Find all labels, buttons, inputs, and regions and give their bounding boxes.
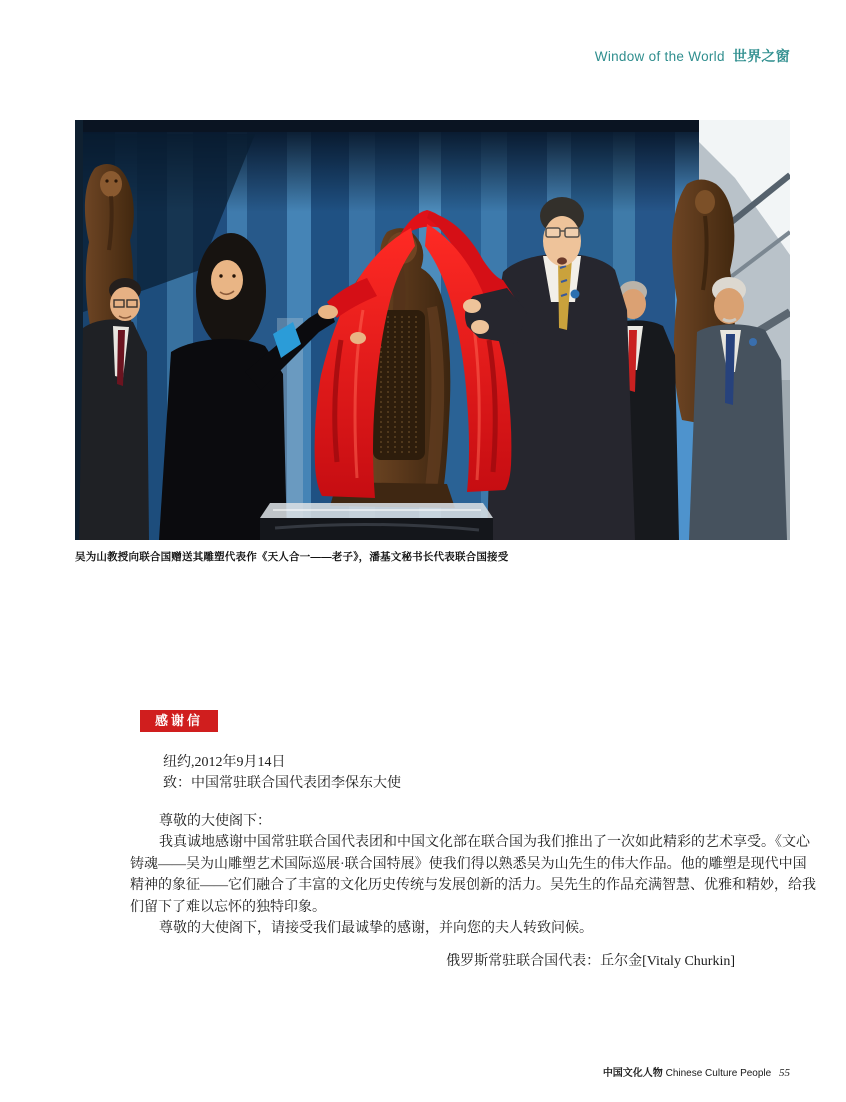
footer-title-en: Chinese Culture People <box>665 1068 772 1079</box>
photo-illustration <box>75 120 790 540</box>
letter-recipient: 致：中国常驻联合国代表团李保东大使 <box>163 776 401 791</box>
page-number: 55 <box>779 1067 790 1079</box>
letter-line: 尊敬的大使阁下： <box>159 814 271 829</box>
page-header <box>595 46 790 66</box>
unveiling-photo <box>75 120 790 540</box>
page-footer <box>603 1064 790 1079</box>
header-title-en: Window of the World <box>594 49 725 64</box>
header-title-zh: 世界之窗 <box>732 48 790 64</box>
letter-signature: 俄罗斯常驻联合国代表：丘尔金[Vitaly Churkin] <box>446 954 735 969</box>
letter-line: 精神的象征——它们融合了丰富的文化历史传统与发展创新的活力。吴先生的作品充满智慧、优雅和精妙，给我 <box>130 878 816 894</box>
letter-date: 纽约,2012年9月14日 <box>163 755 286 770</box>
letter-line: 们留下了难以忘怀的独特印象。 <box>130 899 326 915</box>
letter-body <box>130 811 816 939</box>
letter-line: 我真诚地感谢中国常驻联合国代表团和中国文化部在联合国为我们推出了一次如此精彩的艺术享受。《文心 <box>159 835 810 851</box>
photo-caption: 吴为山教授向联合国赠送其雕塑代表作《天人合一——老子》，潘基文秘书长代表联合国接受 <box>75 551 509 563</box>
letter-line: 尊敬的大使阁下，请接受我们最诚挚的感谢，并向您的夫人转致问候。 <box>159 921 593 937</box>
thank-you-letter-badge: 感谢信 <box>140 710 218 732</box>
footer-title-zh: 中国文化人物 <box>602 1068 663 1079</box>
letter-line: 铸魂——吴为山雕塑艺术国际巡展·联合国特展》使我们得以熟悉吴为山先生的伟大作品。他的雕塑是现代中国 <box>130 856 807 872</box>
